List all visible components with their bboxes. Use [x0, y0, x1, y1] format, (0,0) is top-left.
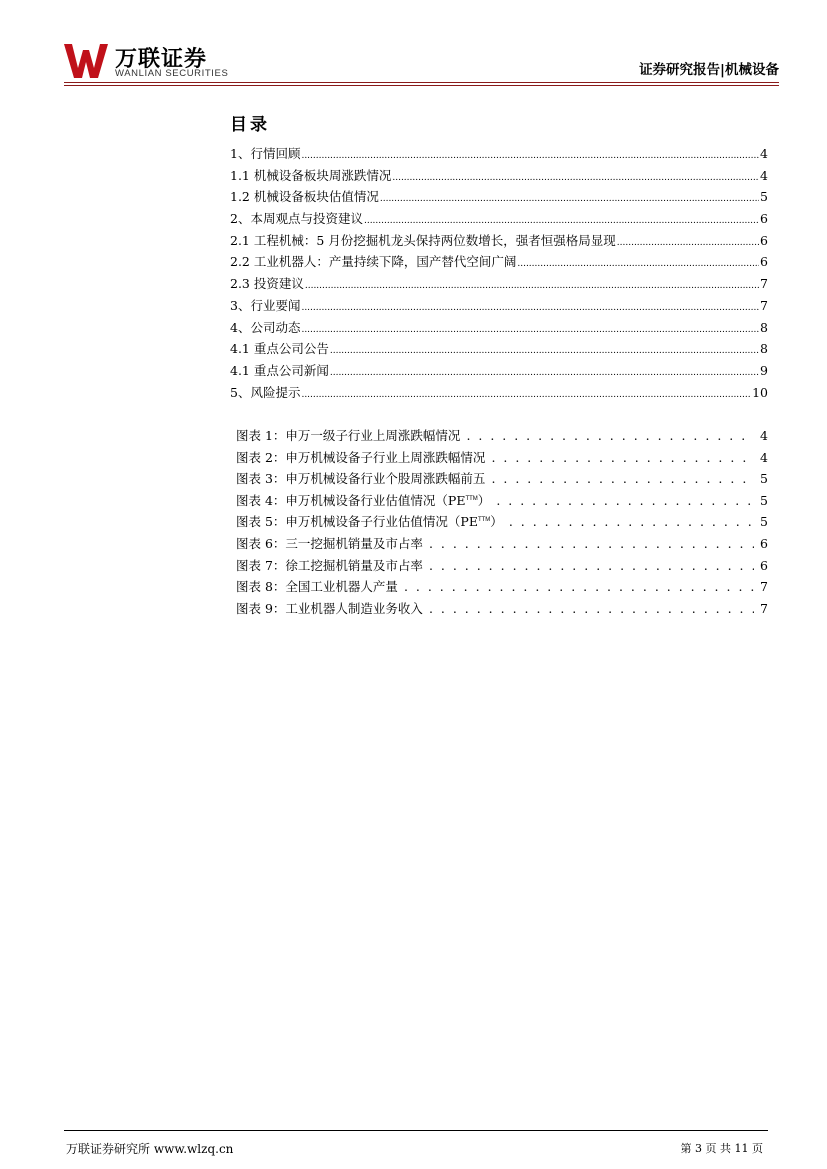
- figure-entry[interactable]: [236, 469, 768, 491]
- figure-entry-title: 图表 3：申万机械设备行业个股周涨跌幅前五: [236, 471, 486, 487]
- toc-entry[interactable]: [230, 296, 768, 318]
- dot-leader: [301, 146, 759, 161]
- toc-entry-title: 5、风险提示: [230, 384, 301, 400]
- dot-leader: [392, 168, 759, 183]
- toc-entry[interactable]: [230, 209, 768, 231]
- figure-entry-page: 5: [760, 471, 768, 487]
- toc-entry-page: 6: [760, 254, 768, 270]
- figure-entry-title: 图表 5：申万机械设备子行业估值情况$(PE^{TTM})$: [236, 514, 503, 530]
- figure-entry-page: 7: [760, 600, 768, 616]
- toc-entry-title: 1.2 机械设备板块估值情况: [230, 189, 379, 205]
- dot-leader: [517, 254, 759, 269]
- figure-entry-page: 5: [760, 514, 768, 530]
- figure-entry[interactable]: [236, 491, 768, 513]
- toc-entry-page: 7: [760, 276, 768, 292]
- toc-entry-title: 3、行业要闻: [230, 297, 301, 313]
- dot-leader: [330, 363, 759, 378]
- figure-entry-page: 6: [760, 535, 768, 551]
- header-divider: [64, 82, 779, 83]
- header-divider-secondary: [64, 85, 779, 86]
- figure-entry[interactable]: [236, 577, 768, 599]
- figure-entry-title: 图表 8：全国工业机器人产量: [236, 579, 398, 595]
- toc-entry[interactable]: [230, 166, 768, 188]
- toc-entry-title: 2.1 工程机械：5 月份挖掘机龙头保持两位数增长，强者恒强格局显现: [230, 232, 616, 248]
- dot-leader: [491, 450, 754, 465]
- dot-leader: [429, 558, 754, 573]
- report-category: 证券研究报告|机械设备: [639, 62, 779, 78]
- toc-entry-title: 1.1 机械设备板块周涨跌情况: [230, 167, 392, 183]
- toc-entry[interactable]: [230, 361, 768, 383]
- logo-english-name: WANLIAN SECURITIES: [115, 68, 229, 79]
- toc-entry-page: 6: [760, 232, 768, 248]
- toc-entry-page: 8: [760, 319, 768, 335]
- dot-leader: [496, 493, 754, 508]
- dot-leader: [301, 385, 751, 400]
- toc-entry[interactable]: [230, 144, 768, 166]
- page-header: [64, 40, 779, 82]
- toc-entry[interactable]: [230, 187, 768, 209]
- dot-leader: [617, 233, 759, 248]
- toc-entry-title: 4.1 重点公司公告: [230, 341, 329, 357]
- toc-entry[interactable]: [230, 318, 768, 340]
- toc-entry-page: 9: [760, 362, 768, 378]
- figure-entry[interactable]: [236, 512, 768, 534]
- dot-leader: [491, 471, 754, 486]
- figure-entry-page: 4: [760, 428, 768, 443]
- figure-entry-title: 图表 1：申万一级子行业上周涨跌幅情况: [236, 428, 461, 443]
- toc-entry-title: 4.1 重点公司新闻: [230, 362, 329, 378]
- dot-leader: [429, 536, 754, 551]
- toc-entry-page: 7: [760, 297, 768, 313]
- toc-entry-title: 2、本周观点与投资建议: [230, 211, 363, 227]
- toc-entry-page: 4: [760, 167, 768, 183]
- figure-entry[interactable]: [236, 556, 768, 578]
- toc-entry-title: 2.3 投资建议: [230, 276, 304, 292]
- figure-entry[interactable]: [236, 448, 768, 470]
- figure-entry-page: 6: [760, 557, 768, 573]
- toc-entry-title: 1、行情回顾: [230, 146, 301, 161]
- figure-entry[interactable]: [236, 534, 768, 556]
- dot-leader: [380, 189, 759, 204]
- toc-entry-page: 10: [752, 384, 768, 400]
- wanlian-logo-icon: [64, 44, 108, 78]
- figure-entry-title: 图表 7：徐工挖掘机销量及市占率: [236, 557, 423, 573]
- figure-entry[interactable]: [236, 599, 768, 621]
- toc-entry-page: 4: [760, 146, 768, 161]
- dot-leader: [305, 276, 759, 291]
- dot-leader: [301, 298, 759, 313]
- figure-entry[interactable]: [236, 426, 768, 448]
- toc-entry[interactable]: [230, 383, 768, 405]
- figure-entry-title: 图表 9：工业机器人制造业务收入: [236, 600, 423, 616]
- dot-leader: [429, 601, 754, 616]
- dot-leader: [301, 320, 759, 335]
- toc-entry-title: 4、公司动态: [230, 319, 301, 335]
- footer-divider: [64, 1130, 768, 1131]
- footer-publisher: 万联证券研究所 www.wlzq.cn: [66, 1142, 234, 1156]
- figure-entry-page: 5: [760, 492, 768, 508]
- toc-title: 目录: [230, 115, 270, 135]
- figure-entry-page: 7: [760, 579, 768, 595]
- toc-entry[interactable]: [230, 274, 768, 296]
- dot-leader: [364, 211, 759, 226]
- toc-entry[interactable]: [230, 252, 768, 274]
- figure-entry-title: 图表 6：三一挖掘机销量及市占率: [236, 535, 423, 551]
- toc-entry-page: 5: [760, 189, 768, 205]
- dot-leader: [509, 514, 754, 529]
- toc-entry-title: 2.2 工业机器人：产量持续下降，国产替代空间广阔: [230, 254, 517, 270]
- toc-entry-page: 6: [760, 211, 768, 227]
- toc-entry[interactable]: [230, 339, 768, 361]
- figure-entry-page: 4: [760, 449, 768, 465]
- toc-entry-page: 8: [760, 341, 768, 357]
- toc-entry[interactable]: [230, 231, 768, 253]
- dot-leader: [330, 341, 759, 356]
- table-of-contents: [230, 144, 768, 404]
- dot-leader: [404, 579, 754, 594]
- figure-list: [236, 426, 768, 620]
- footer-page-number: 第 3 页 共 11 页: [680, 1142, 763, 1155]
- figure-entry-title: 图表 2：申万机械设备子行业上周涨跌幅情况: [236, 449, 486, 465]
- dot-leader: [466, 428, 754, 443]
- figure-entry-title: 图表 4：申万机械设备行业估值情况$(PE^{TTM})$: [236, 492, 491, 508]
- logo-chinese-name: 万联证券: [115, 47, 208, 72]
